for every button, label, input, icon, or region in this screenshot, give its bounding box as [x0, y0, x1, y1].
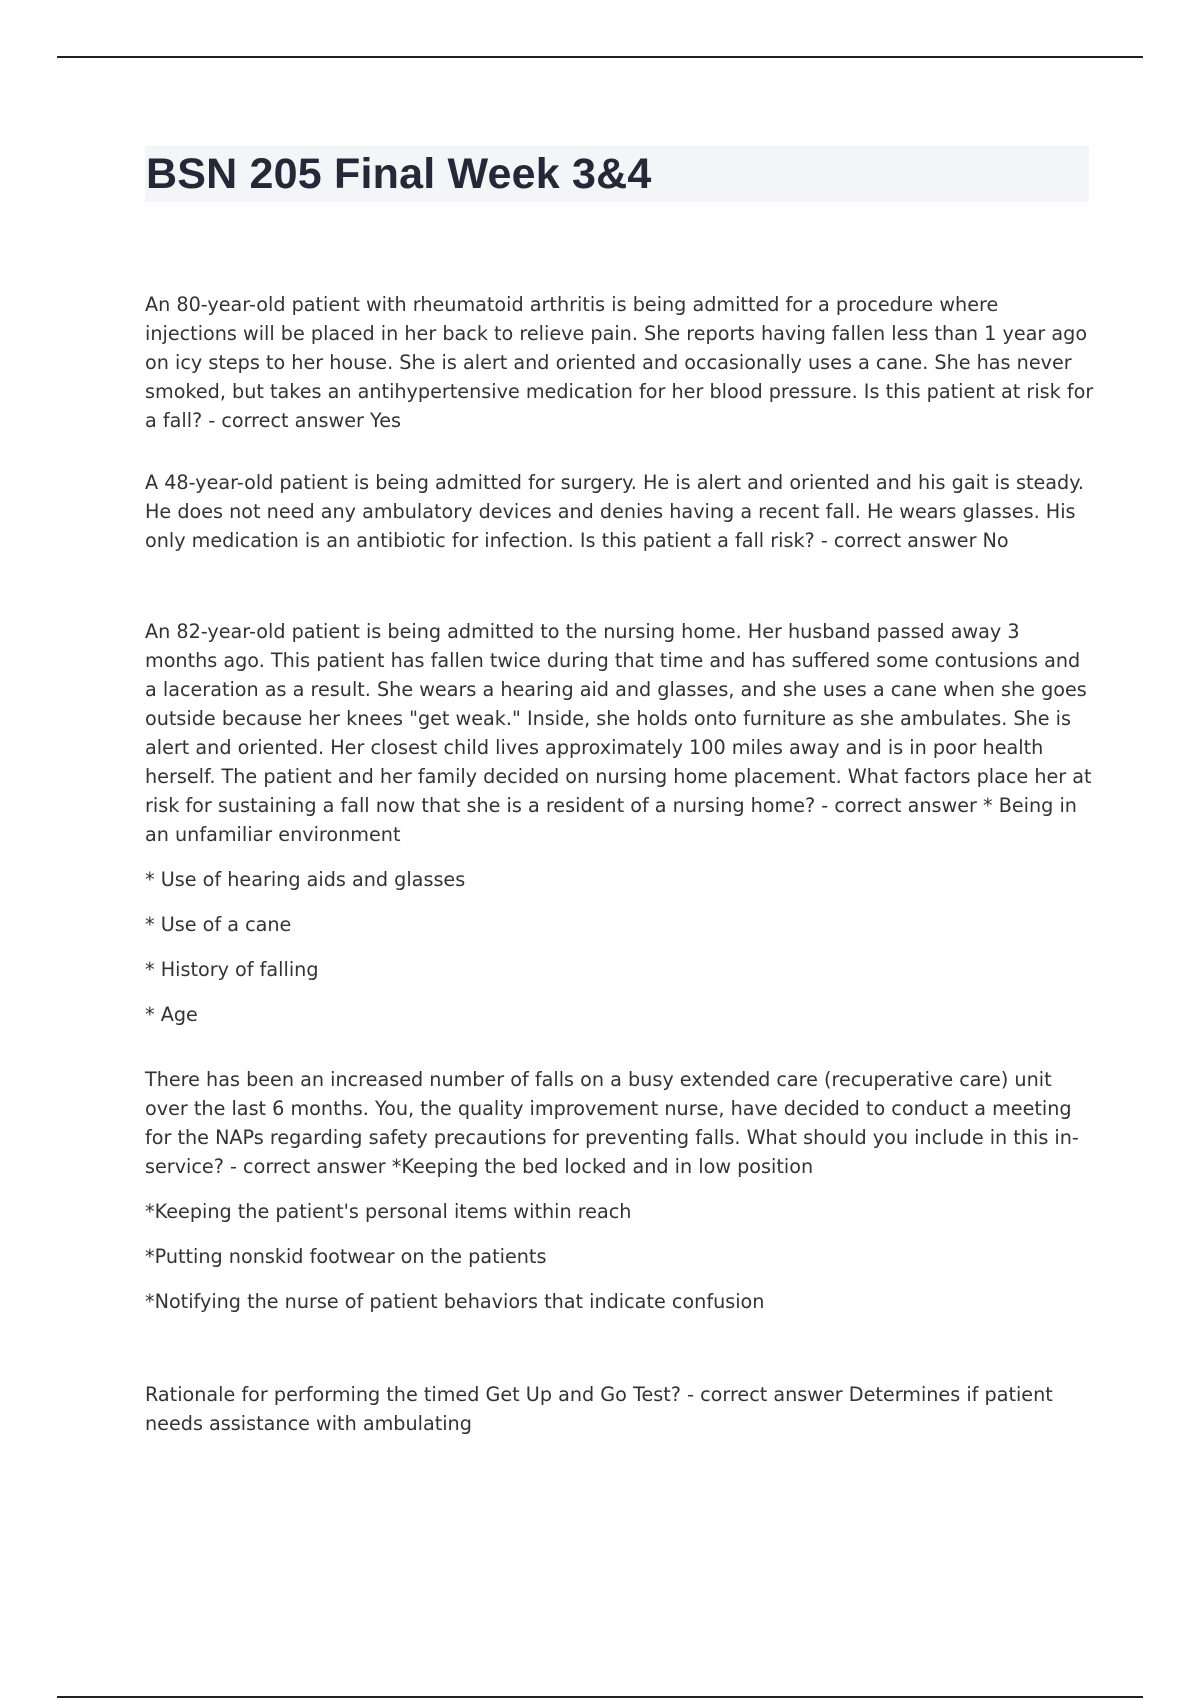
qa-item-3: [145, 617, 1095, 1029]
top-divider: [57, 56, 1143, 58]
qa-text: A 48-year-old patient is being admitted for surgery. He is alert and oriented and his gait is steady. He does not need any ambulatory devices and denies having a recent fall. He wears glasses. His only medication is an antibiotic for infection. Is this patient a fall risk? - correct answer No: [145, 471, 1084, 552]
qa-text: There has been an increased number of falls on a busy extended care (recuperative care) unit over the last 6 months. You, the quality improvement nurse, have decided to conduct a meeting for the NAPs regarding safety precautions for preventing falls. What should you include in this in-service? - correct answer *Keeping the bed locked and in low position: [145, 1068, 1079, 1178]
qa-text: An 80-year-old patient with rheumatoid arthritis is being admitted for a procedure where injections will be placed in her back to relieve pain. She reports having fallen less than 1 year ago on icy steps to her house. She is alert and oriented and occasionally uses a cane. She has never smoked, but takes an antihypertensive medication for her blood pressure. Is this patient at risk for a fall? - correct answer Yes: [145, 293, 1094, 432]
answer-bullet: *Putting nonskid footwear on the patients: [145, 1245, 547, 1268]
answer-bullet: * History of falling: [145, 958, 319, 981]
qa-item-1: [145, 290, 1095, 435]
qa-item-2: [145, 468, 1095, 555]
title-banner: [145, 146, 1089, 202]
qa-item-4: [145, 1065, 1095, 1316]
answer-bullet: * Use of hearing aids and glasses: [145, 868, 466, 891]
answer-bullet: * Age: [145, 1003, 198, 1026]
bottom-divider: [57, 1696, 1143, 1698]
answer-bullet: * Use of a cane: [145, 913, 292, 936]
qa-text: An 82-year-old patient is being admitted to the nursing home. Her husband passed away 3 months ago. This patient has fallen twice during that time and has suffered some contusions and a laceration as a result. She wears a hearing aid and glasses, and she uses a cane when she goes outside because her knees "get weak." Inside, she holds onto furniture as she ambulates. She is alert and oriented. Her closest child lives approximately 100 miles away and is in poor health herself. The patient and her family decided on nursing home placement. What factors place her at risk for sustaining a fall now that she is a resident of a nursing home? - correct answer * Being in an unfamiliar environment: [145, 620, 1092, 846]
page-title: BSN 205 Final Week 3&4: [146, 150, 652, 198]
answer-bullet: *Notifying the nurse of patient behaviors that indicate confusion: [145, 1290, 765, 1313]
qa-text: Rationale for performing the timed Get Up and Go Test? - correct answer Determines if patient needs assistance with ambulating: [145, 1383, 1053, 1435]
answer-bullet: *Keeping the patient's personal items within reach: [145, 1200, 632, 1223]
qa-item-5: [145, 1380, 1095, 1438]
